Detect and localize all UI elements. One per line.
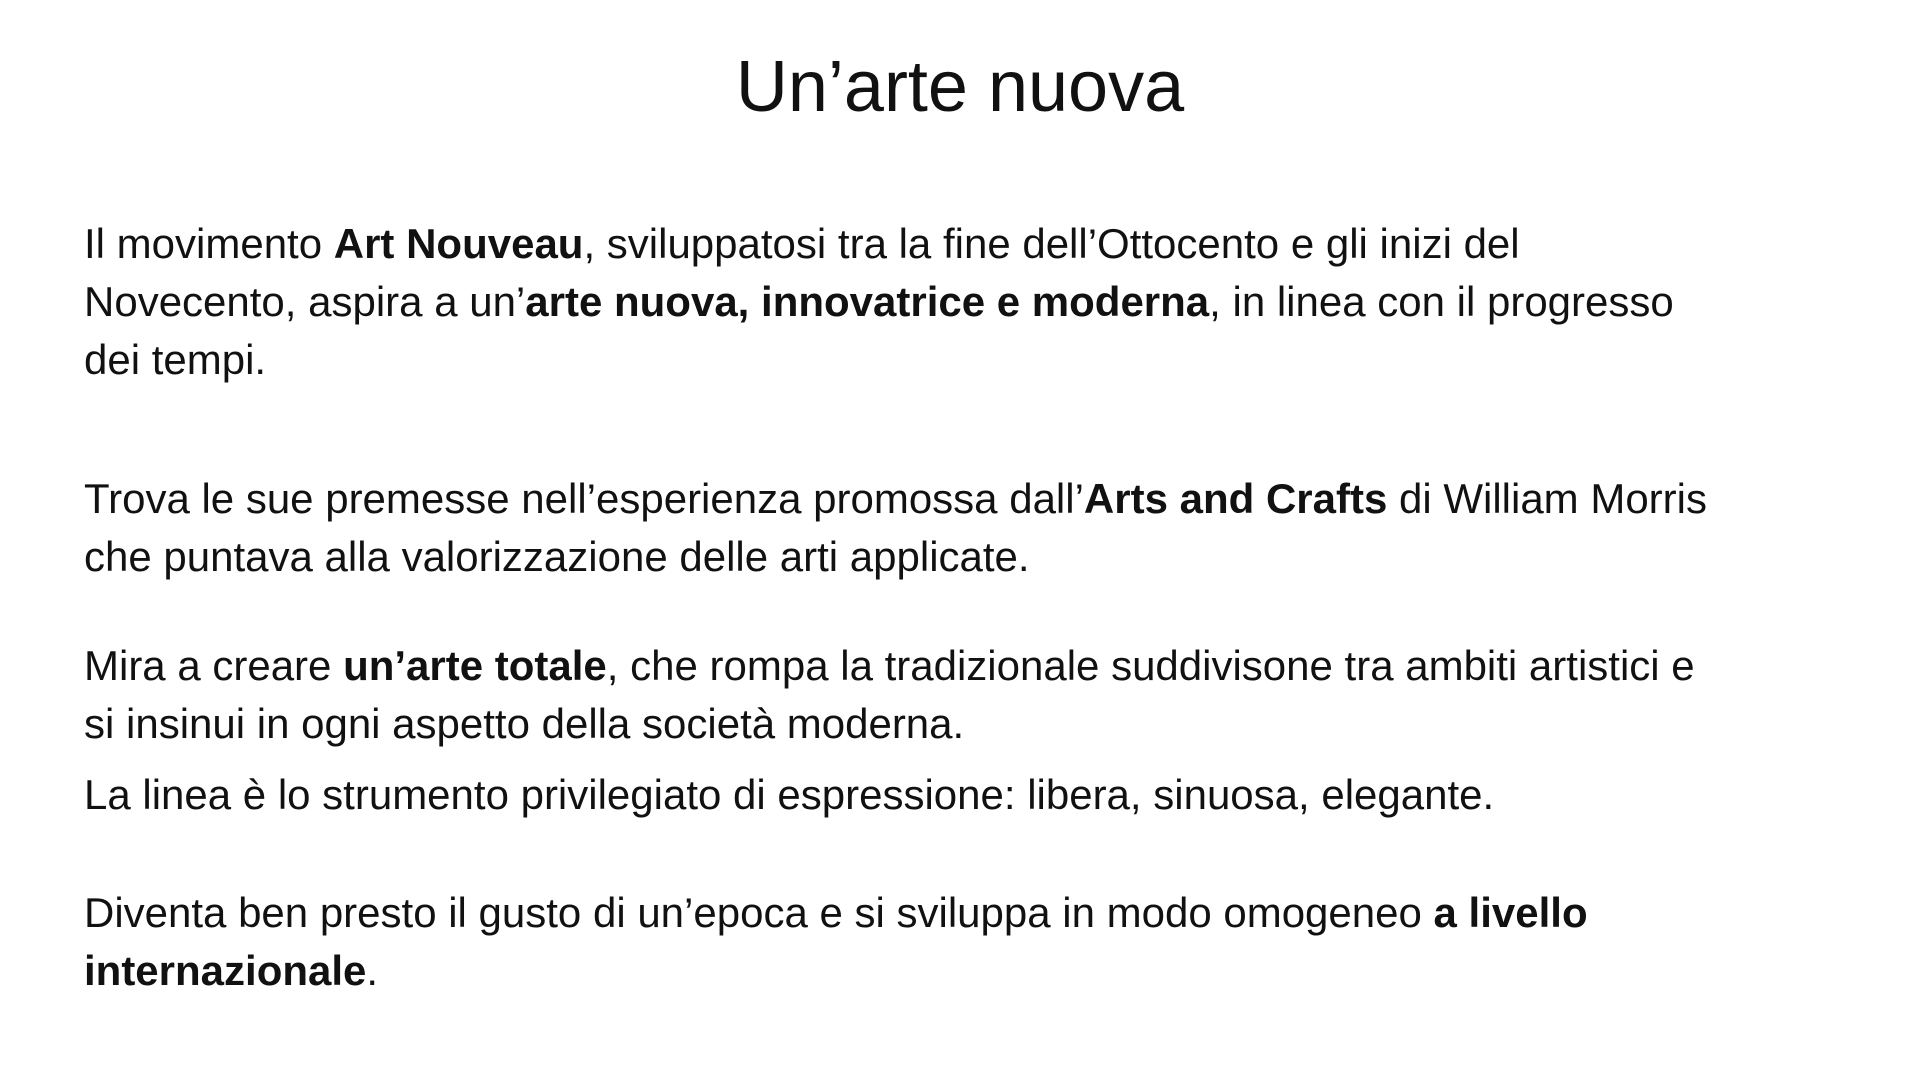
paragraph-text: . (366, 947, 379, 994)
bold-term: Art Nouveau (333, 220, 584, 267)
paragraph-text: Novecento, aspira a un’ (84, 278, 526, 325)
paragraph-internazionale (84, 884, 1854, 1000)
paragraph-arte-totale (84, 637, 1854, 753)
paragraph-text: , che rompa la tradizionale suddivisone tra ambiti artistici e (606, 642, 1695, 689)
bold-term: arte nuova, innovatrice e moderna (525, 278, 1210, 325)
paragraph-text: di William Morris (1387, 475, 1707, 522)
paragraph-text: , sviluppatosi tra la fine dell’Ottocento e gli inizi del (583, 220, 1520, 267)
bold-term: un’arte totale (343, 642, 607, 689)
bold-term: internazionale (84, 947, 367, 994)
paragraph-text: si insinui in ogni aspetto della società moderna. (84, 700, 965, 747)
slide-title: Un’arte nuova (735, 47, 1185, 127)
paragraph-text: Diventa ben presto il gusto di un’epoca e si sviluppa in modo omogeneo (84, 889, 1434, 936)
paragraph-text: che puntava alla valorizzazione delle arti applicate. (84, 533, 1030, 580)
bold-term: a livello (1433, 889, 1588, 936)
paragraph-linea (84, 766, 1854, 824)
paragraph-text: Il movimento (84, 220, 334, 267)
paragraph-arts-and-crafts (84, 470, 1854, 586)
paragraph-art-nouveau (84, 215, 1854, 389)
paragraph-text: dei tempi. (84, 336, 267, 383)
bold-term: Arts and Crafts (1083, 475, 1388, 522)
paragraph-text: Trova le sue premesse nell’esperienza promossa dall’ (84, 475, 1084, 522)
paragraph-text: Mira a creare (84, 642, 344, 689)
paragraph-text: , in linea con il progresso (1209, 278, 1674, 325)
paragraph-text: La linea è lo strumento privilegiato di espressione: libera, sinuosa, elegante. (84, 771, 1495, 818)
